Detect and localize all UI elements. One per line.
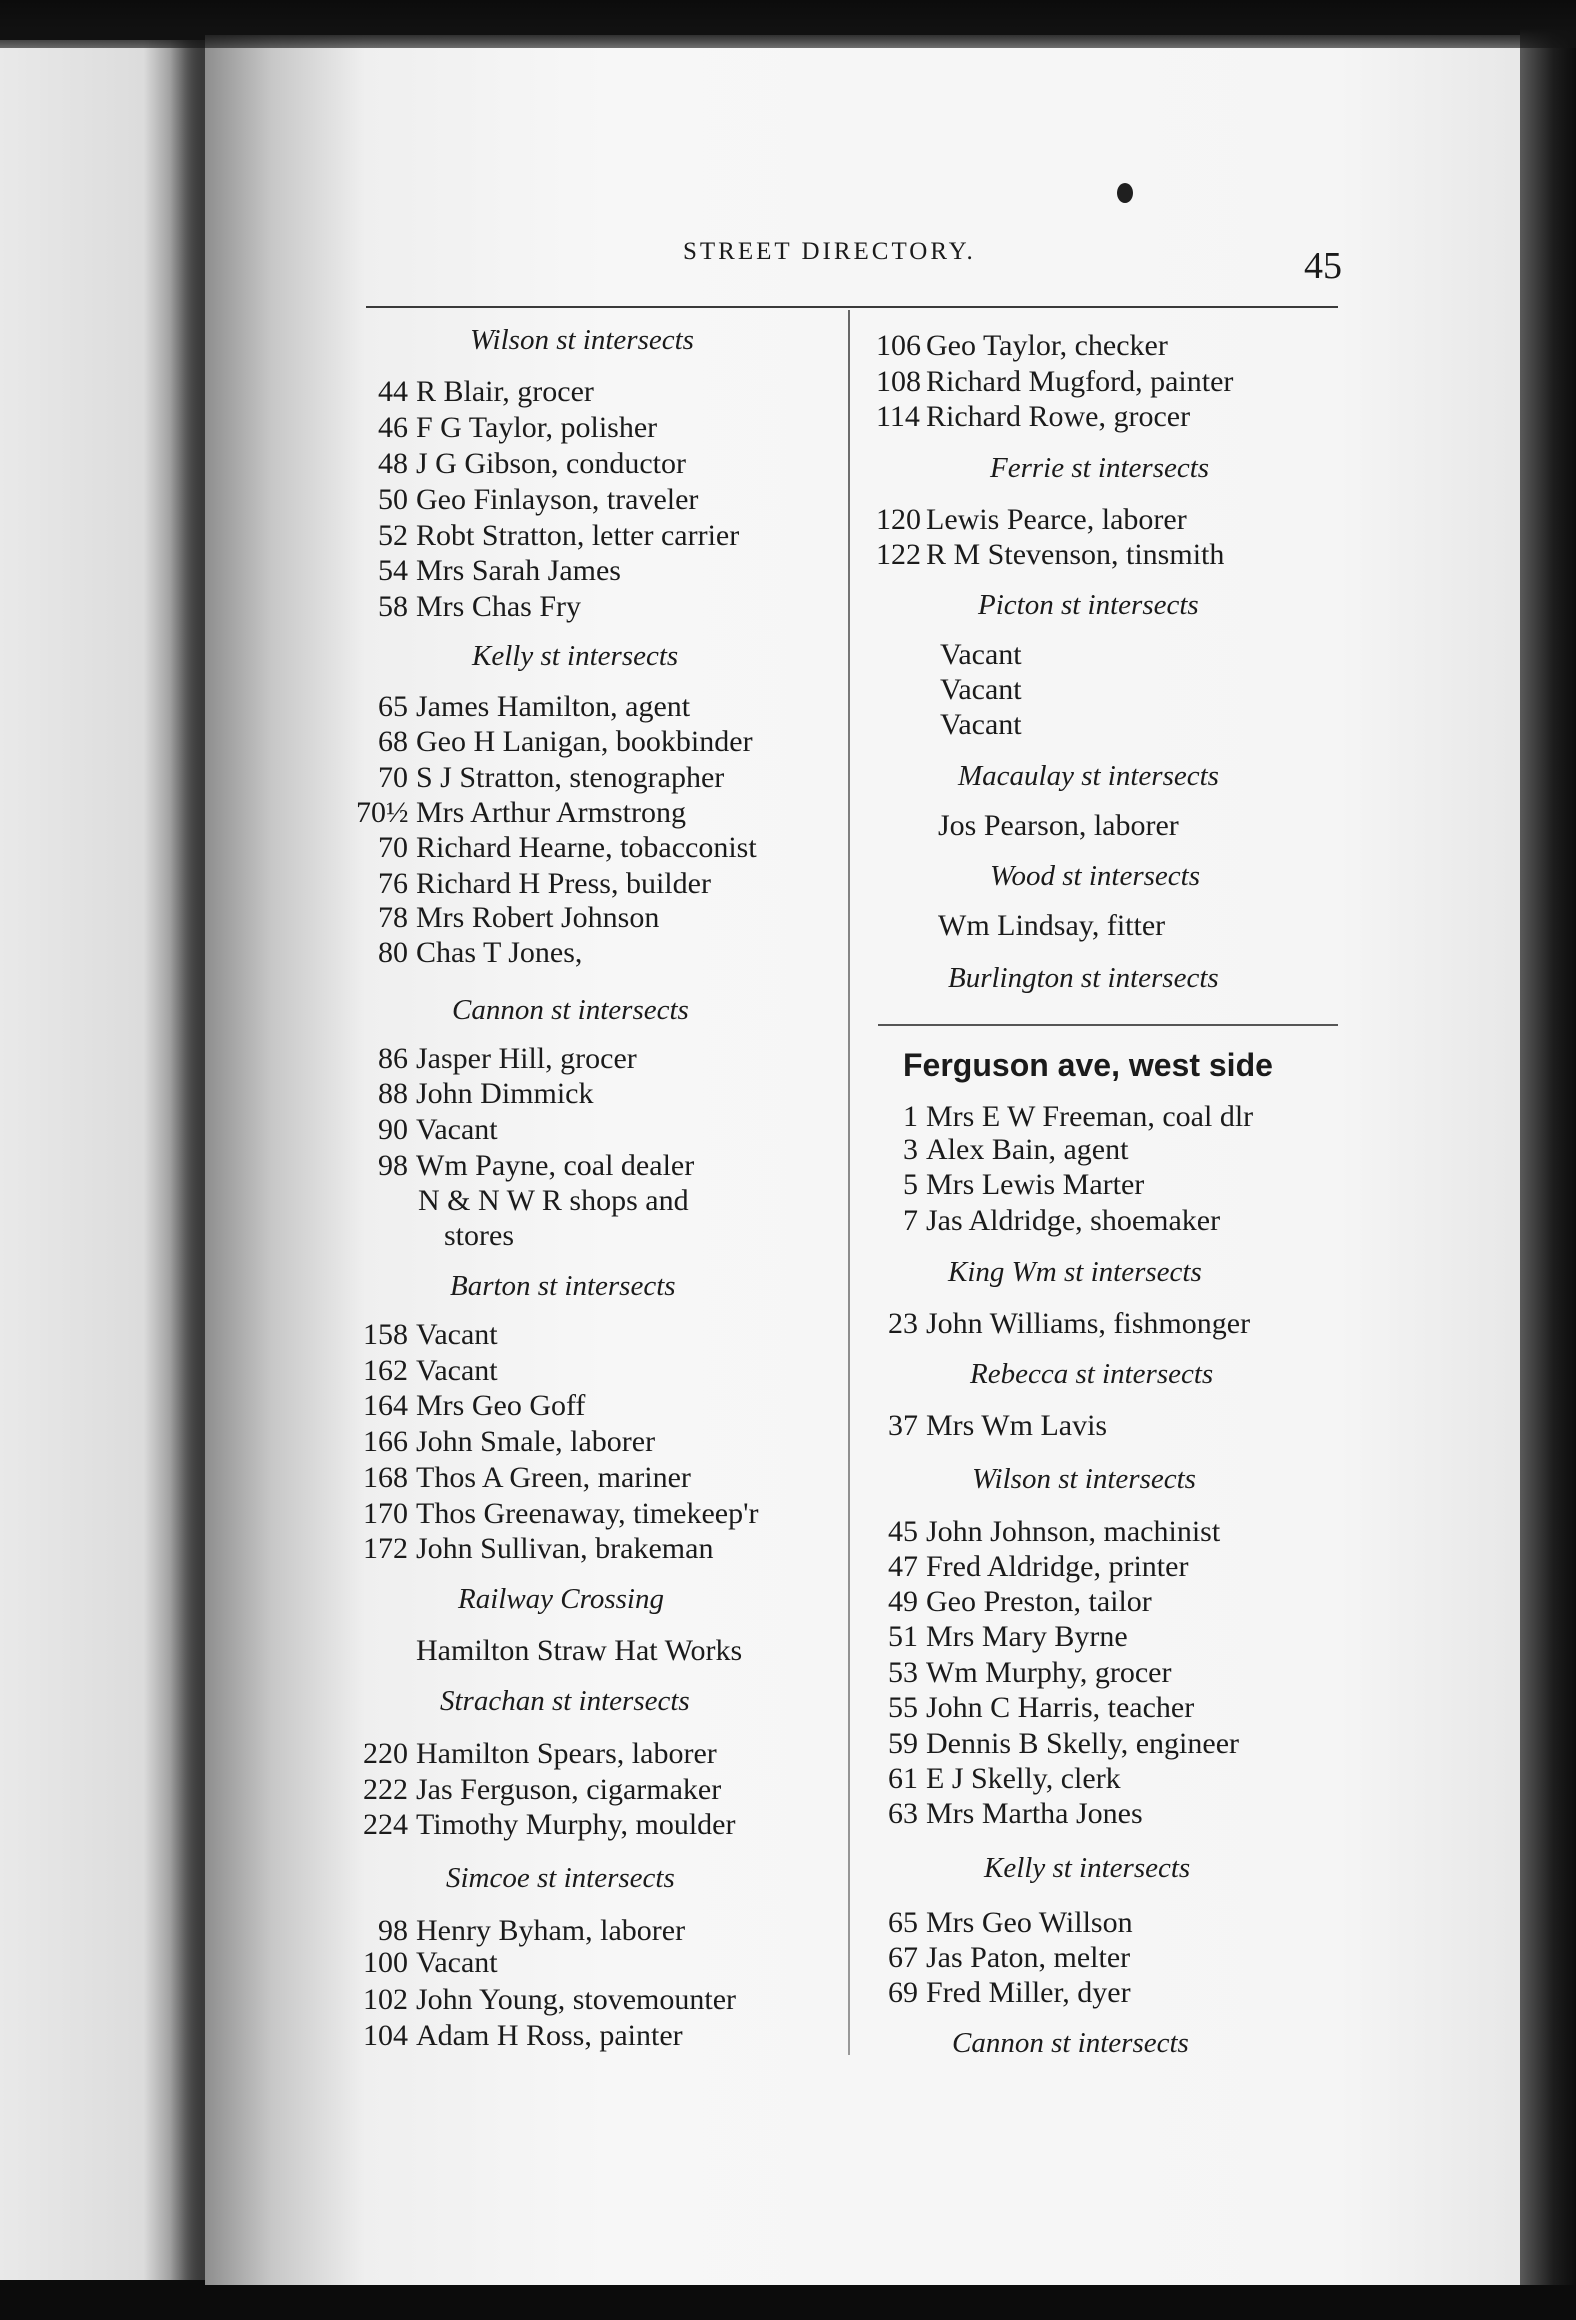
resident-name: Chas T Jones,	[416, 936, 583, 969]
house-number: 46	[378, 411, 408, 444]
resident-name: Mrs Robert Johnson	[416, 901, 660, 934]
house-number: 98	[378, 1914, 408, 1947]
resident-name: Vacant	[416, 1946, 498, 1979]
resident-name: Alex Bain, agent	[926, 1133, 1129, 1166]
resident-name: Lewis Pearce, laborer	[926, 503, 1187, 536]
resident-name: Dennis B Skelly, engineer	[926, 1727, 1239, 1760]
house-number: 48	[378, 447, 408, 480]
resident-name: Jos Pearson, laborer	[938, 809, 1179, 842]
house-number: 70½	[356, 796, 409, 829]
house-number: 172	[363, 1532, 408, 1565]
house-number: 23	[888, 1307, 918, 1340]
house-number: 88	[378, 1077, 408, 1110]
resident-name: Jas Paton, melter	[926, 1941, 1131, 1974]
resident-name: N & N W R shops and	[418, 1184, 689, 1217]
section-heading: Rebecca st intersects	[970, 1358, 1214, 1390]
resident-name: Geo Taylor, checker	[926, 329, 1168, 362]
house-number: 76	[378, 867, 408, 900]
house-number: 120	[876, 503, 921, 536]
resident-name: Vacant	[416, 1354, 498, 1387]
house-number: 170	[363, 1497, 408, 1530]
resident-name: John C Harris, teacher	[926, 1691, 1195, 1724]
resident-name: Geo Preston, tailor	[926, 1585, 1152, 1618]
house-number: 70	[378, 761, 408, 794]
resident-name: James Hamilton, agent	[416, 690, 691, 723]
house-number: 44	[378, 375, 408, 408]
house-number: 104	[363, 2019, 408, 2052]
house-number: 114	[876, 400, 920, 433]
house-number: 65	[888, 1906, 918, 1939]
house-number: 98	[378, 1149, 408, 1182]
resident-name: R M Stevenson, tinsmith	[926, 538, 1225, 571]
house-number: 61	[888, 1762, 918, 1795]
resident-name: Vacant	[940, 638, 1022, 671]
resident-name: Timothy Murphy, moulder	[416, 1808, 736, 1841]
house-number: 69	[888, 1976, 918, 2009]
resident-name: Fred Miller, dyer	[926, 1976, 1131, 2009]
resident-name: Mrs Arthur Armstrong	[416, 796, 686, 829]
resident-name: Richard Mugford, painter	[926, 365, 1234, 398]
resident-name: Wm Lindsay, fitter	[938, 909, 1166, 942]
resident-name: Adam H Ross, painter	[416, 2019, 683, 2052]
resident-name: Vacant	[940, 708, 1022, 741]
house-number: 47	[888, 1550, 918, 1583]
resident-name: Hamilton Straw Hat Works	[416, 1634, 743, 1667]
section-heading: Kelly st intersects	[472, 640, 679, 672]
resident-name: Thos Greenaway, timekeep'r	[416, 1497, 759, 1530]
house-number: 158	[363, 1318, 408, 1351]
house-number: 162	[363, 1354, 408, 1387]
header-rule	[366, 306, 1338, 308]
resident-name: John Dimmick	[416, 1077, 594, 1110]
section-rule	[878, 1024, 1338, 1026]
house-number: 65	[378, 690, 408, 723]
section-heading: Simcoe st intersects	[446, 1862, 675, 1894]
house-number: 164	[363, 1389, 408, 1422]
house-number: 70	[378, 831, 408, 864]
resident-name: Richard Rowe, grocer	[926, 400, 1191, 433]
house-number: 5	[903, 1168, 918, 1201]
resident-name: Hamilton Spears, laborer	[416, 1737, 717, 1770]
section-heading: Picton st intersects	[978, 589, 1199, 621]
section-heading: King Wm st intersects	[948, 1256, 1202, 1288]
house-number: 50	[378, 483, 408, 516]
house-number: 37	[888, 1409, 918, 1442]
resident-name: Thos A Green, mariner	[416, 1461, 691, 1494]
resident-name: Mrs E W Freeman, coal dlr	[926, 1100, 1254, 1133]
resident-name: Mrs Chas Fry	[416, 590, 582, 623]
house-number: 45	[888, 1515, 918, 1548]
section-heading: Cannon st intersects	[952, 2027, 1189, 2059]
section-heading: Barton st intersects	[450, 1270, 676, 1302]
house-number: 54	[378, 554, 408, 587]
house-number: 108	[876, 365, 921, 398]
resident-name: Geo Finlayson, traveler	[416, 483, 699, 516]
house-number: 52	[378, 519, 408, 552]
resident-name: Vacant	[416, 1113, 498, 1146]
resident-name: John Johnson, machinist	[926, 1515, 1221, 1548]
resident-name: Mrs Mary Byrne	[926, 1620, 1128, 1653]
resident-name: Mrs Wm Lavis	[926, 1409, 1108, 1442]
running-header: STREET DIRECTORY.	[683, 238, 976, 265]
house-number: 58	[378, 590, 408, 623]
resident-name: S J Stratton, stenographer	[416, 761, 725, 794]
house-number: 102	[363, 1983, 408, 2016]
ferguson-ave-heading: Ferguson ave, west side	[903, 1047, 1273, 1083]
house-number: 7	[903, 1204, 918, 1237]
resident-name: Jas Aldridge, shoemaker	[926, 1204, 1221, 1237]
house-number: 168	[363, 1461, 408, 1494]
section-heading: Wilson st intersects	[972, 1463, 1196, 1495]
house-number: 106	[876, 329, 921, 362]
resident-name: F G Taylor, polisher	[416, 411, 658, 444]
house-number: 3	[903, 1133, 918, 1166]
house-number: 220	[363, 1737, 408, 1770]
resident-name: John Williams, fishmonger	[926, 1307, 1251, 1340]
section-heading: Railway Crossing	[458, 1583, 664, 1615]
resident-name: Mrs Geo Willson	[926, 1906, 1133, 1939]
resident-name: Geo H Lanigan, bookbinder	[416, 725, 753, 758]
house-number: 1	[903, 1100, 918, 1133]
house-number: 100	[363, 1946, 408, 1979]
resident-name: E J Skelly, clerk	[926, 1762, 1121, 1795]
resident-name: Richard Hearne, tobacconist	[416, 831, 757, 864]
house-number: 68	[378, 725, 408, 758]
resident-name: stores	[444, 1219, 514, 1252]
resident-name: Jasper Hill, grocer	[416, 1042, 637, 1075]
resident-name: Mrs Geo Goff	[416, 1389, 586, 1422]
house-number: 55	[888, 1691, 918, 1724]
house-number: 63	[888, 1797, 918, 1830]
section-heading: Macaulay st intersects	[958, 760, 1219, 792]
resident-name: Vacant	[416, 1318, 498, 1351]
section-heading: Wood st intersects	[990, 860, 1200, 892]
resident-name: Jas Ferguson, cigarmaker	[416, 1773, 722, 1806]
section-heading: Wilson st intersects	[470, 324, 694, 356]
resident-name: Mrs Sarah James	[416, 554, 621, 587]
resident-name: Mrs Martha Jones	[926, 1797, 1143, 1830]
scan-border-top	[0, 0, 1576, 48]
resident-name: Henry Byham, laborer	[416, 1914, 686, 1947]
house-number: 86	[378, 1042, 408, 1075]
ink-spot	[1117, 183, 1133, 203]
section-heading: Kelly st intersects	[984, 1852, 1191, 1884]
section-heading: Burlington st intersects	[948, 962, 1219, 994]
column-divider	[848, 310, 850, 2055]
house-number: 67	[888, 1941, 918, 1974]
house-number: 90	[378, 1113, 408, 1146]
house-number: 222	[363, 1773, 408, 1806]
resident-name: John Smale, laborer	[416, 1425, 656, 1458]
section-heading: Strachan st intersects	[440, 1685, 690, 1717]
resident-name: Wm Payne, coal dealer	[416, 1149, 695, 1182]
house-number: 78	[378, 901, 408, 934]
resident-name: Richard H Press, builder	[416, 867, 711, 900]
resident-name: Fred Aldridge, printer	[926, 1550, 1189, 1583]
page-edge-shadow	[1520, 0, 1576, 2320]
house-number: 53	[888, 1656, 918, 1689]
resident-name: John Young, stovemounter	[416, 1983, 737, 2016]
house-number: 80	[378, 936, 408, 969]
house-number: 59	[888, 1727, 918, 1760]
page-number: 45	[1304, 245, 1342, 287]
house-number: 122	[876, 538, 921, 571]
resident-name: Vacant	[940, 673, 1022, 706]
resident-name: Mrs Lewis Marter	[926, 1168, 1145, 1201]
resident-name: R Blair, grocer	[416, 375, 594, 408]
house-number: 51	[888, 1620, 918, 1653]
house-number: 224	[363, 1808, 408, 1841]
resident-name: John Sullivan, brakeman	[416, 1532, 714, 1565]
resident-name: J G Gibson, conductor	[416, 447, 686, 480]
house-number: 49	[888, 1585, 918, 1618]
resident-name: Wm Murphy, grocer	[926, 1656, 1172, 1689]
scan-border-bottom	[0, 2285, 1576, 2320]
section-heading: Cannon st intersects	[452, 994, 689, 1026]
section-heading: Ferrie st intersects	[990, 452, 1210, 484]
resident-name: Robt Stratton, letter carrier	[416, 519, 740, 552]
house-number: 166	[363, 1425, 408, 1458]
